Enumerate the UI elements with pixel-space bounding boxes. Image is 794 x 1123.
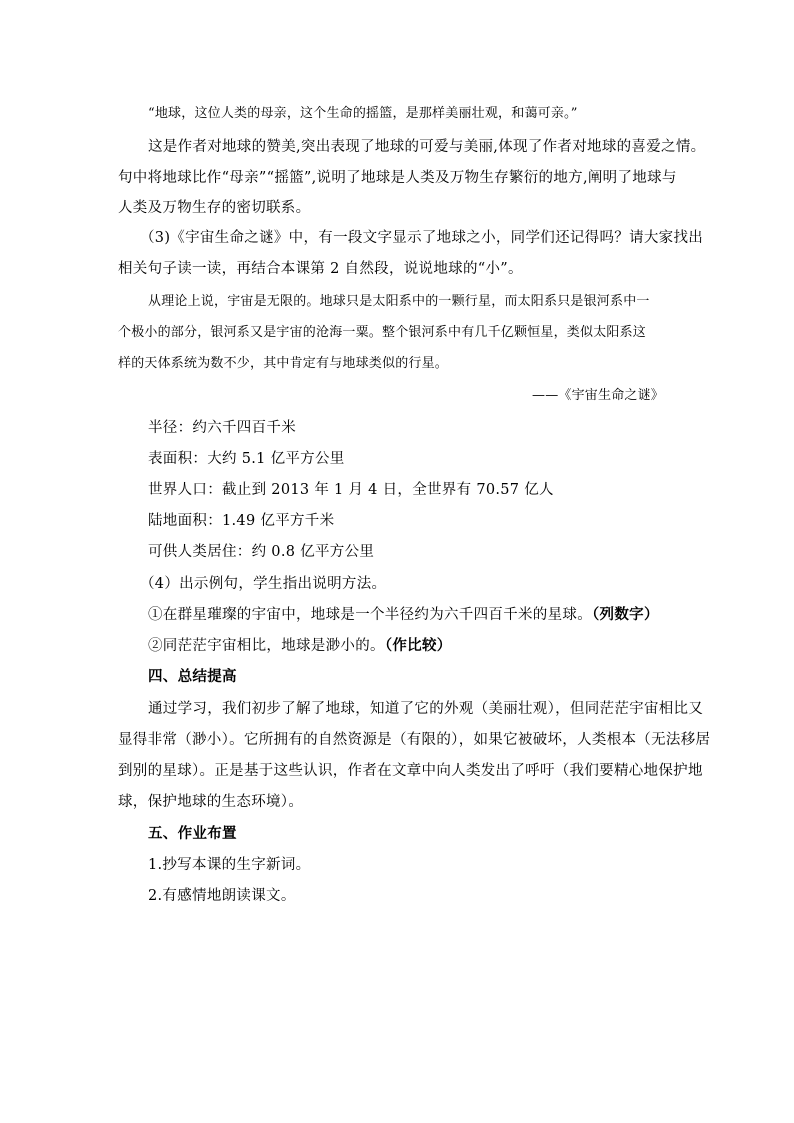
quote-line: “地球，这位人类的母亲，这个生命的摇篮，是那样美丽壮观，和蔼可亲。”: [148, 106, 578, 121]
fact-surface-area: 表面积：大约 5.1 亿平方公里: [148, 451, 345, 467]
citation-line: 从理论上说，宇宙是无限的。地球只是太阳系中的一颗行星，而太阳系只是银河系中一: [148, 294, 650, 309]
citation-source: ——《宇宙生命之谜》: [532, 388, 665, 403]
example-2-method: （作比较）: [384, 637, 452, 654]
example-2-text: ②同茫茫宇宙相比，地球是渺小的。: [148, 638, 385, 654]
fact-habitable-area: 可供人类居住：约 0.8 亿平方公里: [148, 544, 375, 560]
question-4: （4）出示例句，学生指出说明方法。: [140, 576, 387, 592]
paragraph-line: 句中将地球比作“母亲”“摇篮”,说明了地球是人类及万物生存繁衍的地方,阐明了地球与: [118, 170, 677, 186]
example-1-method: （列数字）: [592, 606, 659, 623]
question-line: 相关句子读一读，再结合本课第 2 自然段，说说地球的“小”。: [118, 261, 523, 277]
question-line: （3)《宇宙生命之谜》中，有一段文字显示了地球之小，同学们还记得吗？请大家找出: [140, 230, 704, 246]
citation-line: 个极小的部分，银河系又是宇宙的沧海一粟。整个银河系中有几千亿颗恒星，类似太阳系这: [118, 325, 647, 340]
example-1-text: ①在群星璀璨的宇宙中，地球是一个半径约为六千四百千米的星球。: [148, 607, 592, 623]
paragraph-line: 人类及万物生存的密切联系。: [118, 200, 311, 216]
example-1: [148, 603, 659, 624]
fact-land-area: 陆地面积：1.49 亿平方千米: [148, 513, 335, 529]
summary-line: 到别的星球）。正是基于这些认识，作者在文章中向人类发出了呼吁（我们要精心地保护地: [118, 763, 703, 779]
section-heading-homework: 五、作业布置: [148, 825, 237, 842]
section-heading-summary: 四、总结提高: [148, 668, 237, 685]
summary-line: 显得非常（渺小）。它所拥有的自然资源是（有限的），如果它被破坏，人类根本（无法移居: [118, 732, 711, 748]
homework-item-2: 2.有感情地朗读课文。: [148, 888, 296, 904]
example-2: [148, 634, 452, 655]
citation-line: 样的天体系统为数不少，其中肯定有与地球类似的行星。: [118, 356, 449, 371]
summary-line: 球，保护地球的生态环境）。: [118, 794, 304, 810]
fact-population: 世界人口：截止到 2013 年 1 月 4 日，全世界有 70.57 亿人: [148, 482, 554, 498]
paragraph-line: 这是作者对地球的赞美,突出表现了地球的可爱与美丽,体现了作者对地球的喜爱之情。: [148, 139, 706, 155]
summary-line: 通过学习，我们初步了解了地球，知道了它的外观（美丽壮观），但同茫茫宇宙相比又: [148, 701, 704, 717]
homework-item-1: 1.抄写本课的生字新词。: [148, 857, 311, 873]
fact-radius: 半径：约六千四百千米: [148, 420, 296, 436]
